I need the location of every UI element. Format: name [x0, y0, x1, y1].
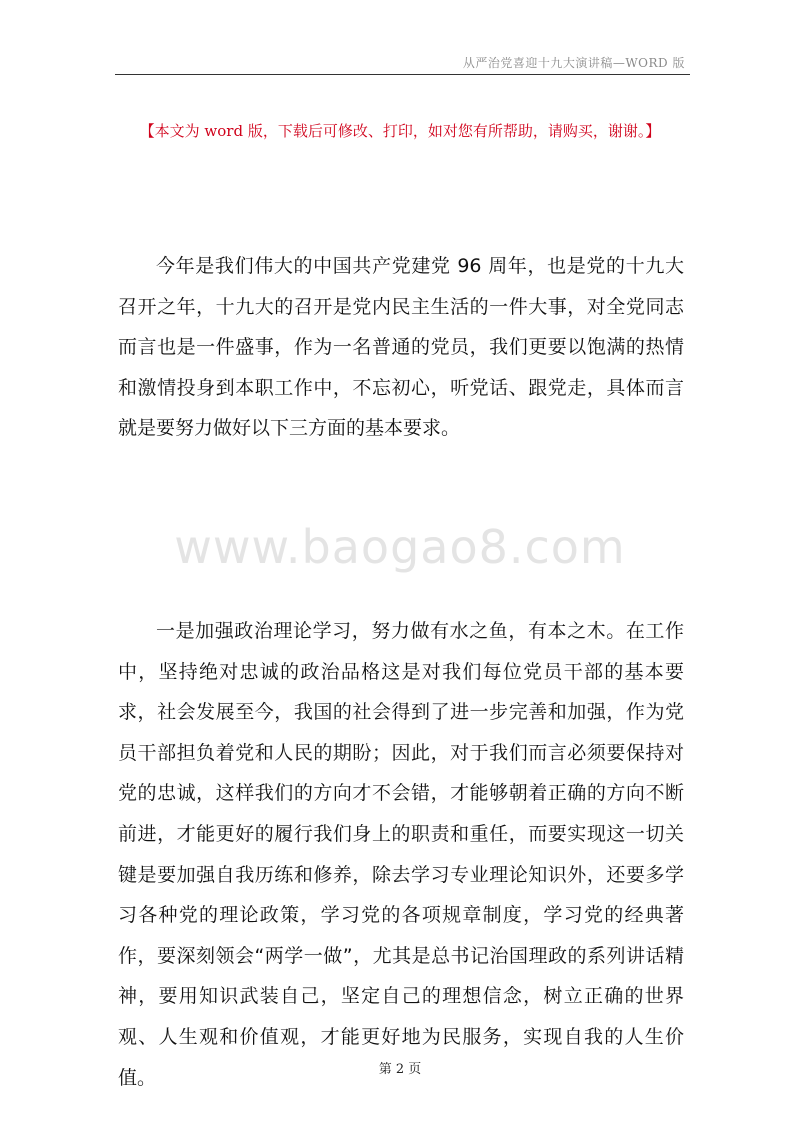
header-divider: [115, 74, 690, 75]
purchase-notice: 【本文为 word 版，下载后可修改、打印，如对您有所帮助，请购买，谢谢。】: [139, 122, 661, 140]
page-number: 第 2 页: [378, 1062, 422, 1077]
paragraph-point-one: 一是加强政治理论学习，努力做有水之鱼，有本之木。在工作中，坚持绝对忠诚的政治品格这是对我们每位党员干部的基本要求，社会发展至今，我国的社会得到了进一步完善和加强，作为党员干部担负着党和人民的期盼；因此，对于我们而言必须要保持对党的忠诚，这样我们的方向才不会错，才能够朝着正确的方向不断前进，才能更好的履行我们身上的职责和重任，而要实现这一切关键是要加强自我历练和修养，除去学习专业理论知识外，还要多学习各种党的理论政策，学习党的各项规章制度，学习党的经典著作，要深刻领会“两学一做”，尤其是总书记治国理政的系列讲话精神，要用知识武装自己，坚定自己的理想信念，树立正确的世界观、人生观和价值观，才能更好地为民服务，实现自我的人生价值。: [118, 620, 684, 1089]
document-header-title: 从严治党喜迎十九大演讲稿—WORD 版: [462, 56, 685, 70]
paragraph-intro: 今年是我们伟大的中国共产党建党 96 周年，也是党的十九大召开之年，十九大的召开是党内民主生活的一件大事，对全党同志而言也是一件盛事，作为一名普通的党员，我们更要以饱满的热情和激情投身到本职工作中，不忘初心，听党话、跟党走，具体而言就是要努力做好以下三方面的基本要求。: [118, 255, 684, 440]
watermark: www.baogao8.com: [174, 520, 626, 574]
